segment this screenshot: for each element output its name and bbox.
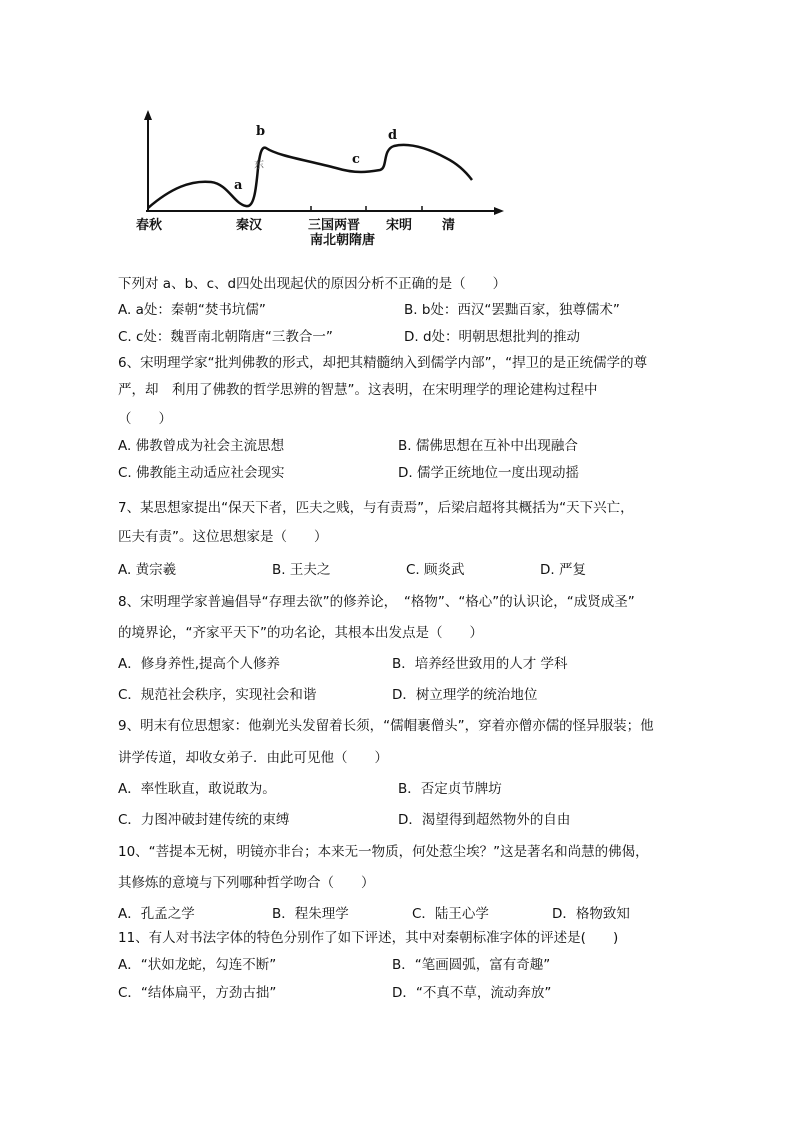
q7-option-c: C. 顾炎武 bbox=[406, 562, 465, 578]
trend-figure bbox=[136, 108, 516, 248]
y-axis-arrow bbox=[144, 110, 152, 120]
q10-option-b: B．程朱理学 bbox=[272, 906, 349, 922]
q10-option-c: C．陆王心学 bbox=[412, 906, 489, 922]
axis-label-chunqiu: 春秋 bbox=[136, 218, 163, 233]
q6-option-c: C. 佛教能主动适应社会现实 bbox=[118, 465, 285, 481]
q10-option-a: A．孔孟之学 bbox=[118, 906, 195, 922]
q7-option-d: D. 严复 bbox=[540, 562, 586, 578]
q10-option-d: D．格物致知 bbox=[552, 906, 630, 922]
point-label-c: c bbox=[352, 152, 360, 167]
q9-option-c: C．力图冲破封建传统的束缚 bbox=[118, 812, 290, 828]
q9-option-d: D．渴望得到超然物外的自由 bbox=[398, 812, 571, 828]
q11-stem: 11、有人对书法字体的特色分别作了如下评述，其中对秦朝标准字体的评述是( ) bbox=[118, 930, 619, 946]
q11-option-d: D．“不真不草，流动奔放” bbox=[392, 985, 552, 1001]
q9-stem-line-2: 讲学传道，却收女弟子．由此可见他（ ） bbox=[118, 750, 388, 766]
q6-stem-line-1: 6、宋明理学家“批判佛教的形式，却把其精髓纳入到儒学内部”，“捍卫的是正统儒学的尊 bbox=[118, 355, 648, 371]
q5-option-c: C. c处：魏晋南北朝隋唐“三教合一” bbox=[118, 329, 333, 345]
q8-option-d: D．树立理学的统治地位 bbox=[392, 687, 538, 703]
q6-stem-line-2: 严，却 利用了佛教的哲学思辨的智慧”。这表明，在宋明理学的理论建构过程中 bbox=[118, 382, 598, 398]
q10-stem-line-1: 10、“菩提本无树，明镜亦非台；本来无一物质，何处惹尘埃？”这是著名和尚慧的佛偈， bbox=[118, 844, 649, 860]
q8-option-c: C．规范社会秩序，实现社会和谐 bbox=[118, 687, 317, 703]
q6-option-b: B. 儒佛思想在互补中出现融合 bbox=[398, 438, 578, 454]
point-label-d: d bbox=[388, 128, 398, 143]
q11-option-b: B．“笔画圆弧，富有奇趣” bbox=[392, 957, 551, 973]
q11-option-c: C．“结体扁平，方劲古拙” bbox=[118, 985, 277, 1001]
axis-label-qing: 清 bbox=[442, 218, 456, 233]
trend-curve bbox=[148, 145, 472, 208]
q5-option-d: D. d处：明朝思想批判的推动 bbox=[404, 329, 581, 345]
q5-option-b: B. b处：西汉“罢黜百家，独尊儒术” bbox=[404, 302, 620, 318]
q8-option-a: A．修身养性,提高个人修养 bbox=[118, 656, 281, 672]
point-label-b: b bbox=[256, 124, 266, 139]
axis-label-songming: 宋明 bbox=[386, 218, 413, 233]
q10-stem-line-2: 其修炼的意境与下列哪种哲学吻合（ ） bbox=[118, 875, 375, 891]
curve-annotation: 东 bbox=[254, 160, 264, 171]
q8-stem-line-1: 8、宋明理学家普遍倡导“存理去欲”的修养论， “格物”、“格心”的认识论，“成贤成圣” bbox=[118, 594, 635, 610]
axis-label-nanbeichao: 南北朝隋唐 bbox=[310, 233, 376, 248]
q9-option-a: A．率性耿直，敢说敢为。 bbox=[118, 781, 276, 797]
q6-option-d: D. 儒学正统地位一度出现动摇 bbox=[398, 465, 579, 481]
q8-option-b: B．培养经世致用的人才 学科 bbox=[392, 656, 568, 672]
axis-label-sanguo: 三国两晋 bbox=[308, 218, 361, 233]
q6-option-a: A. 佛教曾成为社会主流思想 bbox=[118, 438, 285, 454]
q7-option-b: B. 王夫之 bbox=[272, 562, 331, 578]
q7-stem-line-1: 7、某思想家提出“保天下者，匹夫之贱，与有责焉”，后梁启超将其概括为“天下兴亡， bbox=[118, 500, 634, 516]
point-label-a: a bbox=[234, 178, 243, 193]
q11-option-a: A．“状如龙蛇，勾连不断” bbox=[118, 957, 277, 973]
q6-stem-line-3: （ ） bbox=[118, 411, 172, 427]
q5-stem: 下列对 a、b、c、d四处出现起伏的原因分析不正确的是（ ） bbox=[118, 276, 507, 292]
axis-label-qinhan: 秦汉 bbox=[236, 218, 263, 233]
q9-option-b: B．否定贞节牌坊 bbox=[398, 781, 502, 797]
q5-option-a: A. a处：秦朝“焚书坑儒” bbox=[118, 302, 266, 318]
q7-option-a: A. 黄宗羲 bbox=[118, 562, 177, 578]
x-axis-arrow bbox=[494, 207, 504, 215]
q8-stem-line-2: 的境界论，“齐家平天下”的功名论，其根本出发点是（ ） bbox=[118, 625, 483, 641]
q9-stem-line-1: 9、明末有位思想家：他剃光头发留着长须，“儒帽裹僧头”，穿着亦僧亦儒的怪异服装；他 bbox=[118, 718, 654, 734]
q7-stem-line-2: 匹夫有责”。这位思想家是（ ） bbox=[118, 529, 328, 545]
